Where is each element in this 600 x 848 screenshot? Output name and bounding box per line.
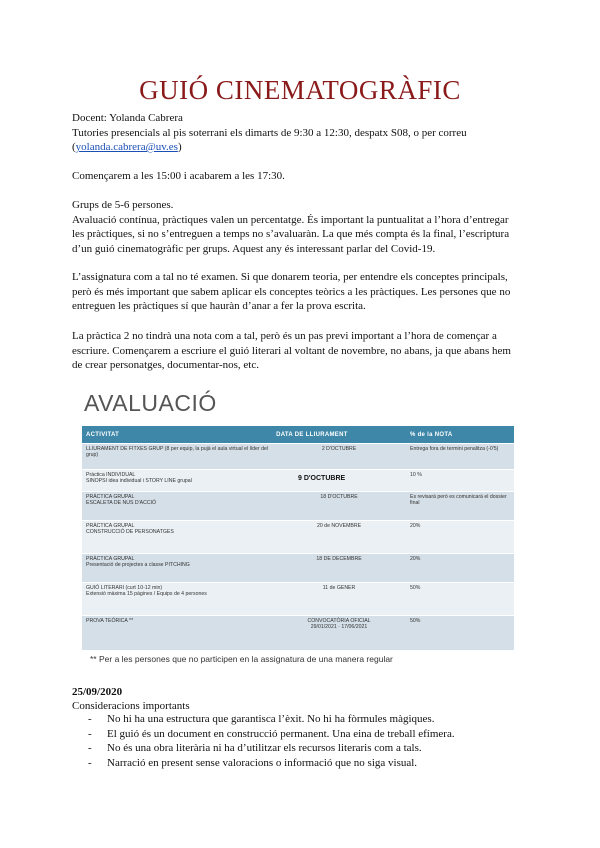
considerations-list: [72, 712, 524, 770]
list-item: - Narració en present sense valoracions o informació que no siga visual.: [72, 756, 524, 771]
activity-sub: Extensió màxima 15 pàgines / Equips de 4 persones: [86, 591, 207, 597]
intro-block: [72, 111, 524, 155]
activity-text: PRÀCTICA GRUPAL: [86, 494, 135, 500]
percent-cell: 20%: [406, 554, 514, 583]
activity-cell: [82, 583, 272, 616]
activity-text: PRÀCTICA GRUPAL: [86, 523, 135, 529]
percent-cell: Es revisarà però es comunicarà el dossier final: [406, 492, 514, 521]
activity-text: Pràctica INDIVIDUAL: [86, 472, 136, 478]
date-text: 18 D'OCTUBRE: [320, 494, 358, 500]
email-open: (: [72, 141, 76, 153]
page-title: GUIÓ CINEMATOGRÀFIC: [139, 75, 461, 105]
activity-text: GUIÓ LITERARI (curt 10-12 min): [86, 585, 163, 591]
table-row: [82, 616, 514, 651]
evaluation-table: [82, 426, 514, 650]
activity-cell: [82, 444, 272, 470]
table-header-row: [82, 426, 514, 444]
activity-cell: [82, 470, 272, 492]
date-cell: [272, 444, 406, 470]
date-cell: [272, 521, 406, 554]
email-line: [72, 140, 524, 155]
date-text: 18 DE DECEMBRE: [316, 556, 362, 562]
exam-line-3: entreguen les pràctiques sí que hauràn d’anar a fer la prova escrita.: [72, 300, 366, 312]
evaluation-heading: AVALUACIÓ: [84, 390, 217, 416]
activity-cell: [82, 554, 272, 583]
practice2-line-2: escriure. Començarem a escriure el guió literari al voltant de novembre, no abans, ja que abans hem: [72, 344, 511, 357]
activity-sub: SINOPSI idea individual i STORY LINE grupal: [86, 478, 192, 484]
date-text: 20 de NOVEMBRE: [316, 523, 362, 529]
column-header-activity: ACTIVITAT: [82, 426, 272, 444]
percent-cell: Entrega fora de termini penalitza (-0'5): [406, 444, 514, 470]
column-header-date: DATA DE LLIURAMENT: [272, 426, 406, 444]
session-date: 25/09/2020: [72, 686, 123, 698]
groups-line-3: les pràctiques, si no s’entreguen a temps no s’avaluaràn. La que més compta és la final, l’escriptura: [72, 228, 510, 240]
groups-line-1: Grups de 5-6 persones.: [72, 199, 174, 211]
email-close: ): [177, 141, 182, 153]
exam-block: [72, 270, 524, 314]
date-text: 2 D'OCTUBRE: [321, 446, 357, 452]
table-row: [82, 554, 514, 583]
activity-sub: ESCALETA DE NUS D'ACCIÓ: [86, 500, 157, 506]
table-row: [82, 521, 514, 554]
activity-sub: CONSTRUCCIÓ DE PERSONATGES: [86, 529, 174, 535]
activity-sub: Presentació de projectes a classe PITCHING: [86, 562, 190, 568]
date-cell: [272, 554, 406, 583]
activity-text: PRÀCTICA GRUPAL: [86, 556, 135, 562]
activity-text: LLIURAMENT DE FITXES GRUP (8 per equip, la pujà el aula virtual el líder del grup): [86, 446, 269, 458]
column-header-percent: % de la NOTA: [406, 426, 514, 444]
exam-line-1: L’assignatura com a tal no té examen. Si que donarem teoria, per entendre els conceptes principals,: [72, 271, 508, 283]
activity-cell: [82, 616, 272, 651]
percent-cell: 50%: [406, 583, 514, 616]
date-overlay-label: 9 D'OCTUBRE: [298, 475, 346, 482]
groups-block: [72, 198, 524, 256]
email-link[interactable]: yolanda.cabrera@uv.es: [75, 141, 178, 153]
practice2-block: [72, 329, 524, 373]
practice2-line-3: de crear personatges, documentar-nos, etc.: [72, 359, 259, 371]
list-item: - No hi ha una estructura que garantisca l’èxit. No hi ha fòrmules màgiques.: [72, 712, 524, 727]
percent-cell: 50%: [406, 616, 514, 651]
activity-cell: [82, 521, 272, 554]
tutories-line: Tutories presencials al pis soterrani els dimarts de 9:30 a 12:30, despatx S08, o per correu: [72, 126, 467, 139]
date-text: CONVOCATÒRIA OFICIAL: [307, 618, 371, 624]
evaluation-footnote: ** Per a les persones que no participen en la assignatura de una manera regular: [90, 654, 393, 664]
percent-cell: 20%: [406, 521, 514, 554]
docent-line: Docent: Yolanda Cabrera: [72, 112, 183, 124]
date-cell: [272, 583, 406, 616]
percent-cell: 10 %: [406, 470, 514, 492]
table-row: [82, 492, 514, 521]
exam-line-2: però és més important que sabem aplicar els conceptes teòrics a les pràctiques. Les persones que no: [72, 285, 511, 298]
practice2-line-1: La pràctica 2 no tindrà una nota com a tal, però és un pas previ important a l’hora de començar a: [72, 330, 497, 342]
list-item: - El guió és un document en construcció permanent. Una eina de treball efímera.: [72, 727, 524, 742]
date-text: 11 de GENER: [322, 585, 356, 591]
groups-line-2: Avaluació contínua, pràctiques valen un percentatge. És important la puntualitat a l’hora d’entregar: [72, 213, 509, 226]
activity-cell: [82, 492, 272, 521]
date-cell: [272, 492, 406, 521]
table-row: [82, 444, 514, 470]
activity-text: PROVA TEÒRICA **: [86, 618, 134, 624]
date-sub: 29/01/2021 · 17/06/2021: [310, 624, 368, 630]
groups-line-4: d’un guió cinematogràfic per grups. Aquest any és interessant parlar del Covid-19.: [72, 242, 436, 255]
schedule-line: Començarem a les 15:00 i acabarem a les 17:30.: [72, 170, 285, 182]
considerations-heading: Consideracions importants: [72, 700, 190, 712]
evaluation-image: [72, 384, 524, 666]
table-row: [82, 583, 514, 616]
date-cell: [272, 616, 406, 651]
list-item: - No és una obra literària ni ha d’utilitzar els recursos literaris com a tals.: [72, 741, 524, 756]
